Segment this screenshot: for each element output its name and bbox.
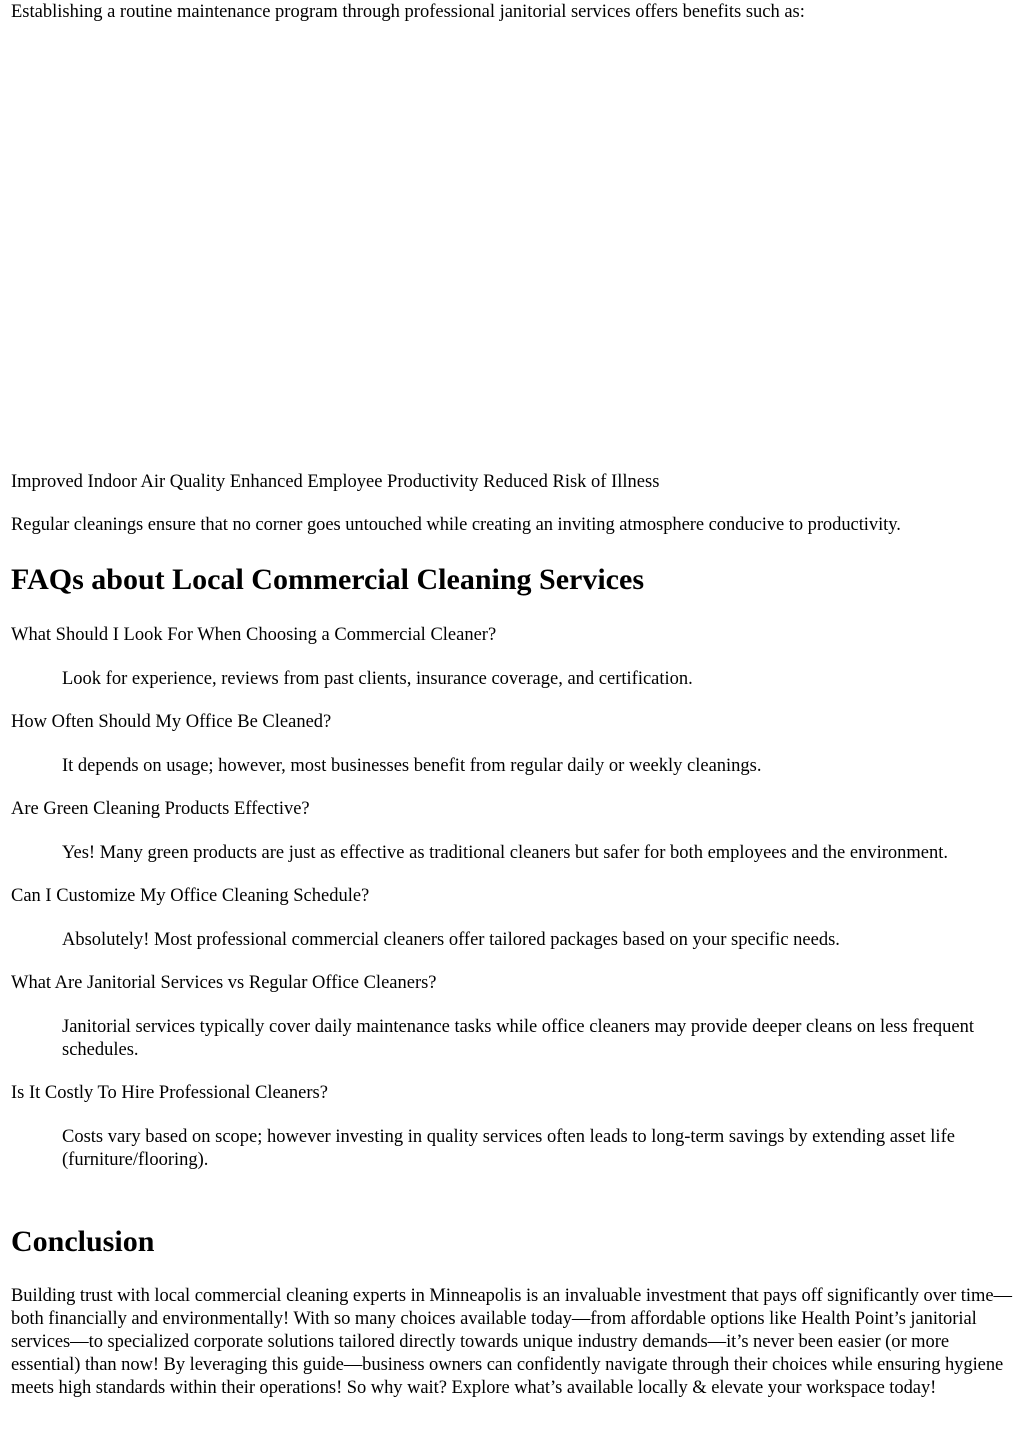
- faq-answer: Janitorial services typically cover daily maintenance tasks while office cleaners may provide deeper cleans on less frequent schedules.: [62, 1017, 974, 1060]
- faq-heading: FAQs about Local Commercial Cleaning Services: [11, 563, 644, 596]
- faq-list: [11, 624, 1013, 1192]
- faq-item: [11, 1082, 1013, 1172]
- faq-answer: Yes! Many green products are just as effective as traditional cleaners but safer for both employees and the environment.: [62, 843, 949, 863]
- intro-paragraph: Establishing a routine maintenance program through professional janitorial services offers benefits such as:: [11, 2, 805, 22]
- faq-question: What Are Janitorial Services vs Regular Office Cleaners?: [11, 973, 437, 993]
- regular-cleanings-paragraph: Regular cleanings ensure that no corner goes untouched while creating an inviting atmosphere conducive to productivity.: [11, 515, 901, 535]
- faq-question: Is It Costly To Hire Professional Cleaners?: [11, 1083, 328, 1103]
- faq-item: [11, 798, 1013, 865]
- benefits-line: Improved Indoor Air Quality Enhanced Employee Productivity Reduced Risk of Illness: [11, 472, 660, 492]
- blank-image-area: [11, 34, 1013, 462]
- faq-question: Can I Customize My Office Cleaning Schedule?: [11, 886, 370, 906]
- faq-item: [11, 885, 1013, 952]
- faq-answer: Costs vary based on scope; however investing in quality services often leads to long-term savings by extending asset life (furniture/flooring).: [62, 1127, 955, 1170]
- faq-question: How Often Should My Office Be Cleaned?: [11, 712, 332, 732]
- faq-answer: It depends on usage; however, most businesses benefit from regular daily or weekly cleanings.: [62, 756, 762, 776]
- conclusion-paragraph: Building trust with local commercial cleaning experts in Minneapolis is an invaluable investment that pays off significantly over time—both financially and environmentally! With so many choices available today—from affordable options like Health Point’s janitorial services—to specialized corporate solutions tailored directly towards unique industry demands—it’s never been easier (or more essential) than now! By leveraging this guide—business owners can confidently navigate through their choices while ensuring hygiene meets high standards within their operations! So why wait? Explore what’s available locally & elevate your workspace today!: [11, 1286, 1012, 1398]
- faq-item: [11, 972, 1013, 1062]
- faq-answer: Look for experience, reviews from past clients, insurance coverage, and certification.: [62, 669, 693, 689]
- faq-item: [11, 624, 1013, 691]
- conclusion-heading: Conclusion: [11, 1225, 155, 1258]
- faq-question: Are Green Cleaning Products Effective?: [11, 799, 310, 819]
- faq-answer: Absolutely! Most professional commercial cleaners offer tailored packages based on your specific needs.: [62, 930, 840, 950]
- faq-question: What Should I Look For When Choosing a Commercial Cleaner?: [11, 625, 497, 645]
- faq-item: [11, 711, 1013, 778]
